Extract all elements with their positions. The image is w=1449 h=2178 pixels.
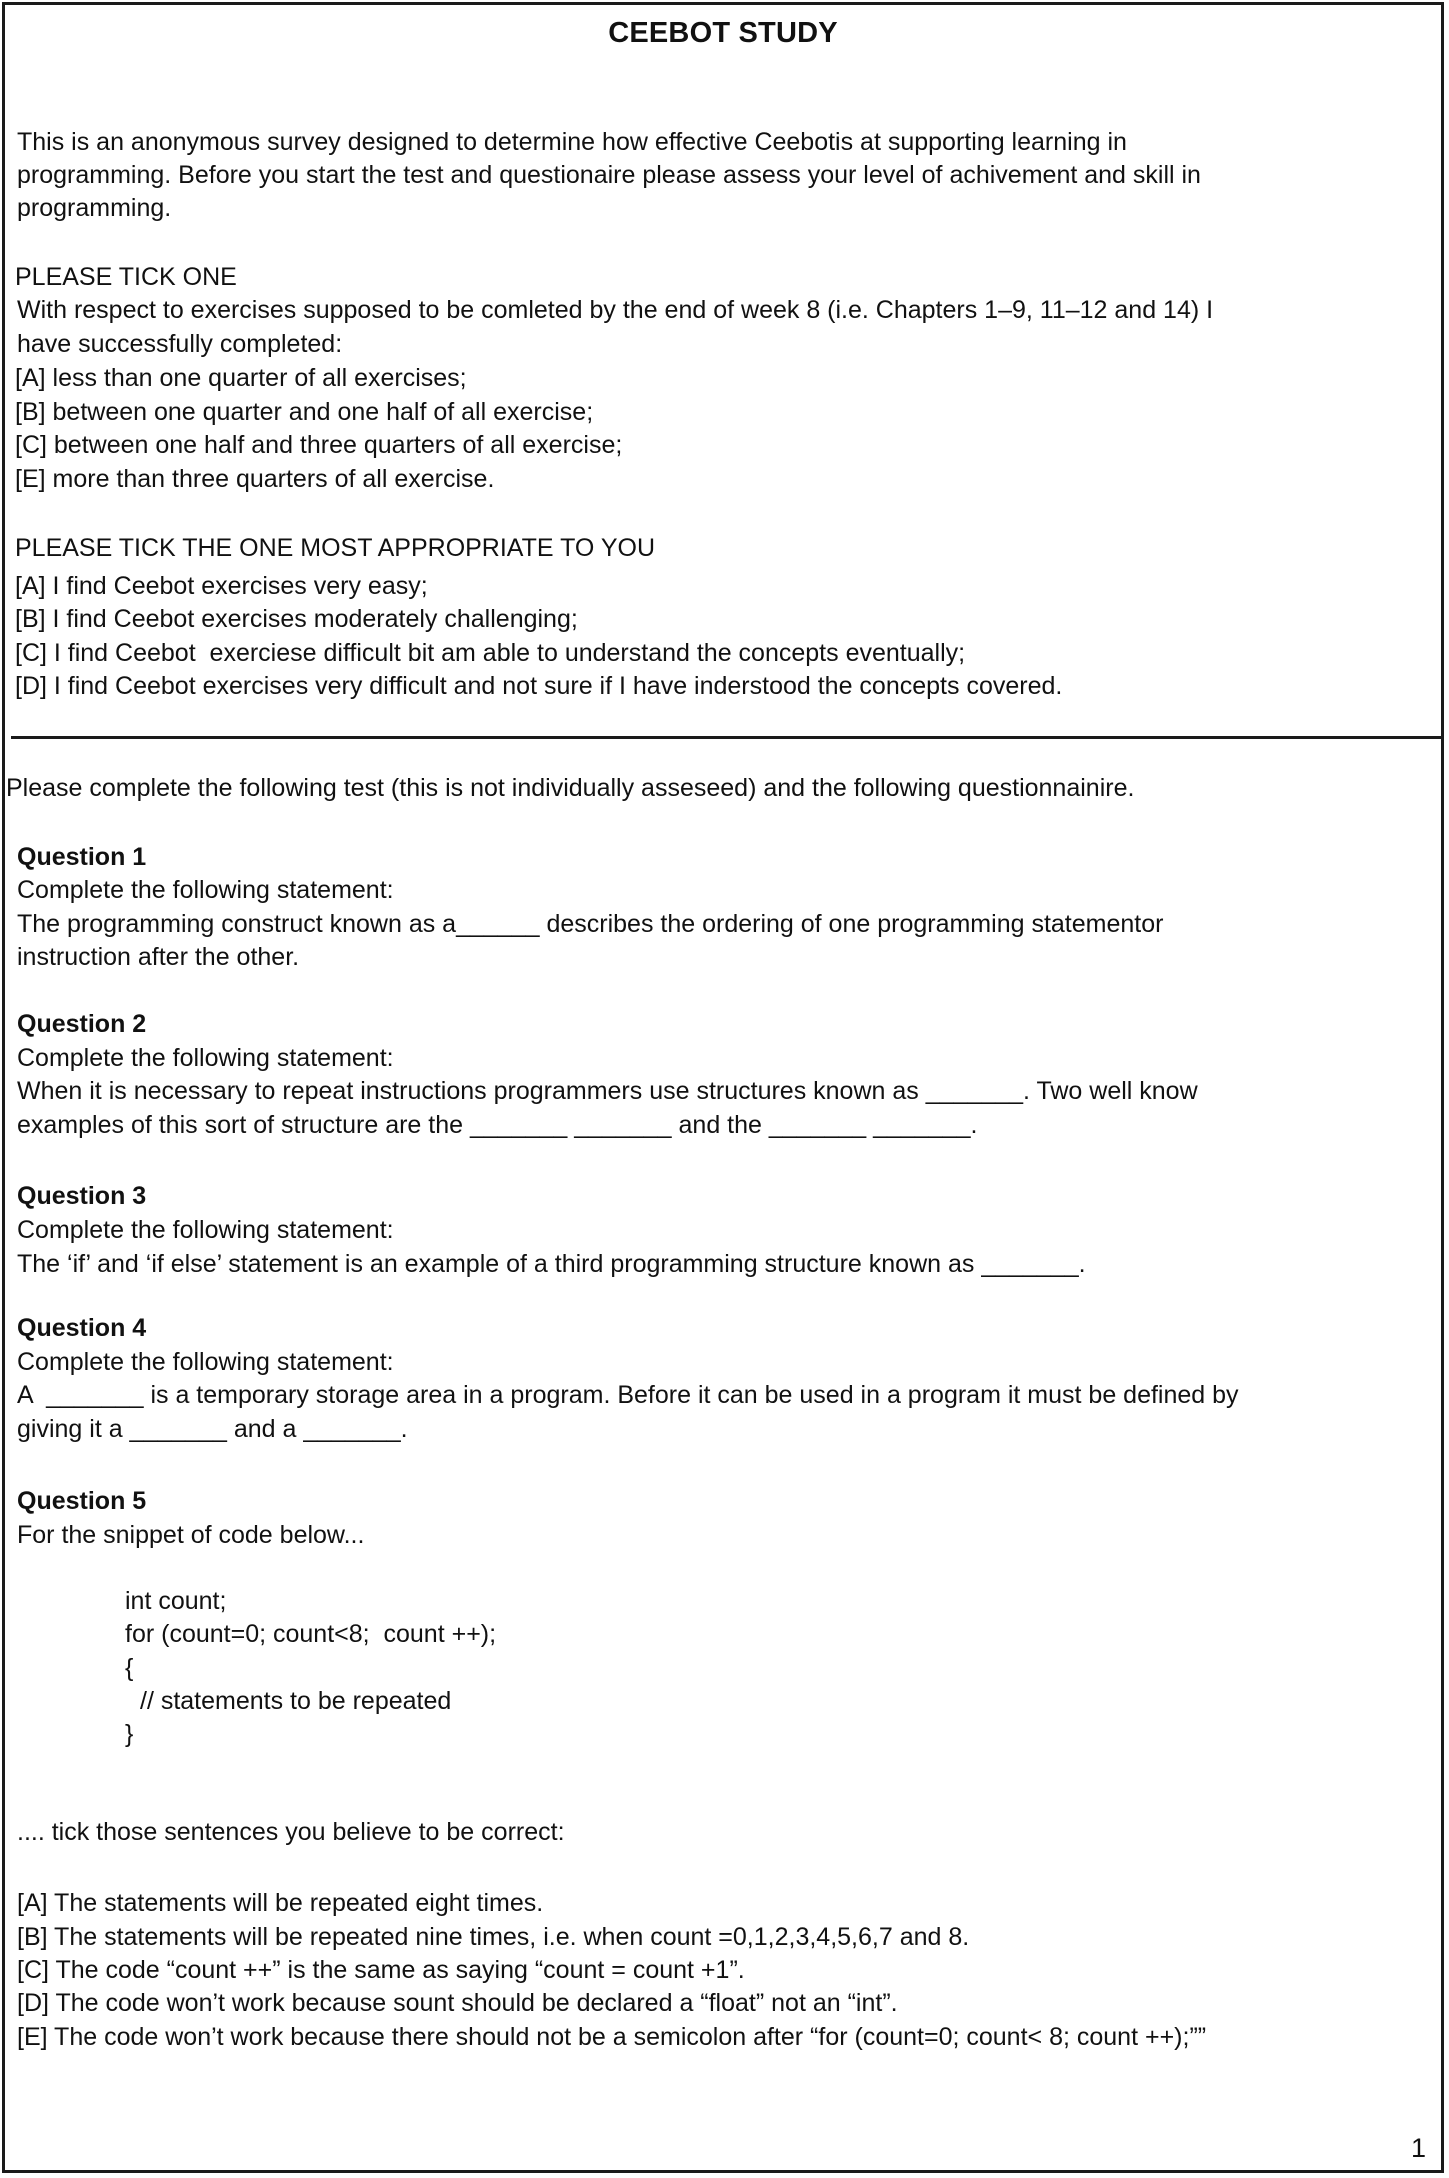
question-3-heading: Question 3 — [17, 1182, 147, 1210]
question-2-line: When it is necessary to repeat instructions programmers use structures known as _______. Two well know — [17, 1077, 1198, 1105]
q5-option-b[interactable]: [B] The statements will be repeated nine times, i.e. when count =0,1,2,3,4,5,6,7 and 8. — [17, 1923, 970, 1951]
test-intro: Please complete the following test (this is not individually asseseed) and the following questionnainire. — [6, 774, 1135, 802]
section-divider — [11, 736, 1441, 739]
option-b-difficulty[interactable]: [B] I find Ceebot exercises moderately challenging; — [15, 605, 578, 633]
intro-line: programming. Before you start the test and questionaire please assess your level of achivement and skill in — [17, 161, 1201, 189]
question-5-heading: Question 5 — [17, 1487, 147, 1515]
q5-option-d[interactable]: [D] The code won’t work because sount should be declared a “float” not an “int”. — [17, 1989, 898, 2017]
question-4-line: Complete the following statement: — [17, 1348, 394, 1376]
question-4-line: A _______ is a temporary storage area in a program. Before it can be used in a program it must be defined by — [17, 1381, 1239, 1409]
question-1-line: instruction after the other. — [17, 943, 300, 971]
question-1-heading: Question 1 — [17, 843, 147, 871]
code-line: for (count=0; count<8; count ++); — [125, 1620, 497, 1648]
option-e-completion[interactable]: [E] more than three quarters of all exercise. — [15, 465, 495, 493]
code-line: } — [125, 1720, 134, 1748]
code-line: { — [125, 1654, 134, 1682]
option-d-difficulty[interactable]: [D] I find Ceebot exercises very difficult and not sure if I have inderstood the concepts covered. — [15, 672, 1063, 700]
question-1-line: Complete the following statement: — [17, 876, 394, 904]
question-1-line: The programming construct known as a______ describes the ordering of one programming statementor — [17, 910, 1164, 938]
question-5-line: For the snippet of code below... — [17, 1521, 365, 1549]
section-heading-tick-one: PLEASE TICK ONE — [15, 263, 237, 291]
section-heading-most-appropriate: PLEASE TICK THE ONE MOST APPROPRIATE TO YOU — [15, 534, 656, 562]
q5-option-e[interactable]: [E] The code won’t work because there should not be a semicolon after “for (count=0; count< 8; count ++);”” — [17, 2023, 1207, 2051]
q5-option-c[interactable]: [C] The code “count ++” is the same as saying “count = count +1”. — [17, 1956, 745, 1984]
option-c-difficulty[interactable]: [C] I find Ceebot exerciese difficult bit am able to understand the concepts eventually; — [15, 639, 966, 667]
survey-page — [2, 2, 1444, 2173]
option-b-completion[interactable]: [B] between one quarter and one half of all exercise; — [15, 398, 594, 426]
option-c-completion[interactable]: [C] between one half and three quarters of all exercise; — [15, 431, 623, 459]
page-title: CEEBOT STUDY — [608, 17, 838, 49]
code-line: int count; — [125, 1587, 227, 1615]
question-2-heading: Question 2 — [17, 1010, 147, 1038]
code-line: // statements to be repeated — [140, 1687, 452, 1715]
intro-line: This is an anonymous survey designed to determine how effective Ceebotis at supporting learning in — [17, 128, 1127, 156]
question-5-instruction: .... tick those sentences you believe to be correct: — [17, 1818, 565, 1846]
option-a-completion[interactable]: [A] less than one quarter of all exercises; — [15, 364, 467, 392]
intro-line: programming. — [17, 194, 172, 222]
prompt-line: With respect to exercises supposed to be comleted by the end of week 8 (i.e. Chapters 1–9, 11–12 and 14) I — [17, 296, 1214, 324]
question-4-line: giving it a _______ and a _______. — [17, 1415, 408, 1443]
question-4-heading: Question 4 — [17, 1314, 147, 1342]
question-2-line: examples of this sort of structure are the _______ _______ and the _______ _______. — [17, 1111, 978, 1139]
question-2-line: Complete the following statement: — [17, 1044, 394, 1072]
question-3-line: Complete the following statement: — [17, 1216, 394, 1244]
q5-option-a[interactable]: [A] The statements will be repeated eight times. — [17, 1889, 544, 1917]
option-a-difficulty[interactable]: [A] I find Ceebot exercises very easy; — [15, 572, 428, 600]
question-3-line: The ‘if’ and ‘if else’ statement is an example of a third programming structure known as _______. — [17, 1250, 1086, 1278]
prompt-line: have successfully completed: — [17, 330, 343, 358]
page-number: 1 — [1410, 2133, 1426, 2163]
